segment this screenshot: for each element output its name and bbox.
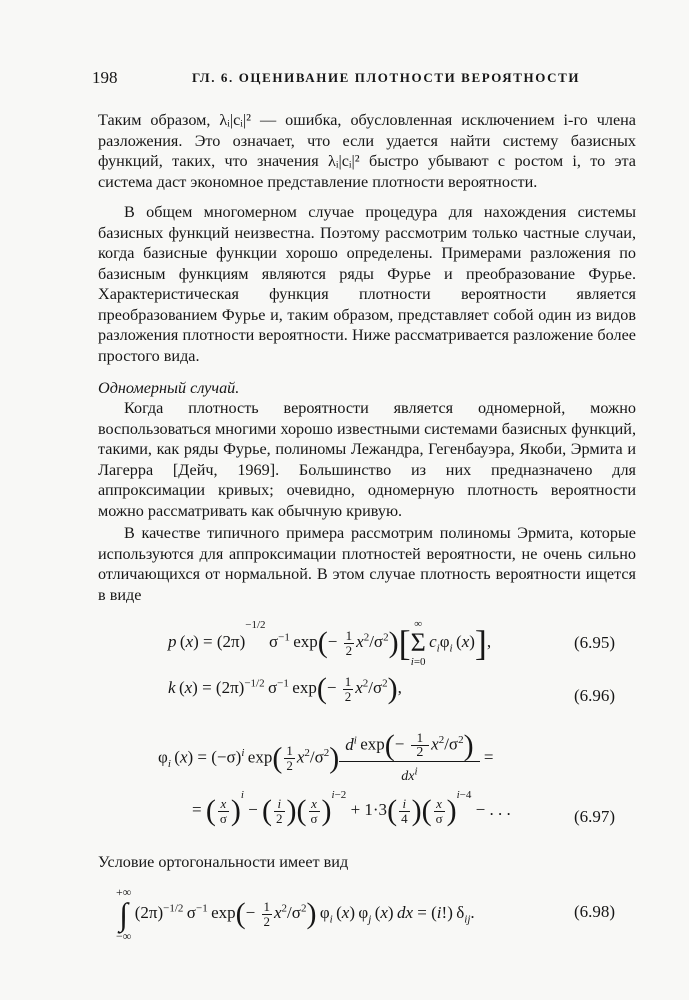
paragraph-3: Когда плотность вероятности является одномерной, можно воспользоваться многими хорошо известными системами базисных функций, такими, как ряды Фурье, полиномы Лежандра, Гегенбауэра, Якоби, Эрмита и Лагерра [Дейч, 1969]. Большинство из них предназначено для аппроксимации кривых; очевидно, одномерную плотность вероятности можно рассматривать как обычную кривую. [98, 399, 636, 520]
running-head: ГЛ. 6. ОЦЕНИВАНИЕ ПЛОТНОСТИ ВЕРОЯТНОСТИ [192, 70, 581, 85]
page-header [0, 68, 689, 92]
equation-6-97-line-2: = ( $\frac{x}{\sigma}$ )$^i$ − ( $\frac{i}{2}$ )( $\frac{x}{\sigma}$ )$^{i-2}$ + 1·3( $\frac{i}{4}$ )( $\frac{x}{\sigma}$ )$^{i-4}$ − . . . [192, 789, 511, 827]
paragraph-4: В качестве типичного примера рассмотрим полиномы Эрмита, которые используются для аппроксимации плотностей вероятности, не очень сильно отличающихся от нормальной. В этом случае плотность вероятности ищется в виде [98, 524, 636, 604]
equation-number-6-97: (6.97) [574, 807, 616, 826]
equation-6-95: p $(x) = (2\pi)^{-1/2}$ $\sigma^{-1}$ exp(− $\frac{1}{2}$ $x^2/\sigma^2$)[ ∞ Σ i=0 $c_i\varphi_i$ (x)], [168, 618, 492, 668]
equation-6-97-line-1: $\varphi_i$ $(x) = (-\sigma)^i$ exp( $\frac{1}{2}$ $x^2/\sigma^2$) $d^i$ exp(− $\frac{1}{2}$ $x^2/\sigma^2$) $dx^i$ = [158, 728, 494, 785]
equation-number-6-98: (6.98) [574, 902, 616, 921]
page-number: 198 [92, 68, 118, 87]
equation-number-6-95: (6.95) [574, 633, 616, 652]
equation-6-96: k $(x) = (2\pi)^{-1/2}$ $\sigma^{-1}$ exp(− $\frac{1}{2}$ $x^2/\sigma^2$), [168, 672, 402, 705]
paragraph-5: Условие ортогональности имеет вид [98, 853, 349, 871]
equation-number-6-96: (6.96) [574, 686, 616, 705]
subheading-one-dimensional: Одномерный случай. [98, 379, 240, 397]
paragraph-1: Таким образом, λᵢ|cᵢ|² — ошибка, обусловленная исключением i-го члена разложения. Это означает, что если удается найти систему базисных функций, таких, что значения λᵢ|cᵢ|² быстро убывают с ростом i, то эта система даст экономное представление плотности вероятности. [98, 111, 636, 191]
equation-6-98: +∞ ∫ −∞ $(2\pi)^{-1/2}$ $\sigma^{-1}$ exp(− $\frac{1}{2}$ $x^2/\sigma^2$) $\varphi_i$ (x) $\varphi_j$ (x) dx = (i!) $\delta_{ij}$. [116, 885, 475, 943]
paragraph-2: В общем многомерном случае процедура для нахождения системы базисных функций неизвестна. Поэтому рассмотрим только частные случаи, когда базисные функции хорошо определены. Примерами разложения по базисным функциям являются ряды Фурье и преобразование Фурье. Характеристическая функция плотности вероятности является преобразованием Фурье и, таким образом, представляет собой один из видов разложения плотности вероятности. Ниже рассматривается разложение более простого вида. [98, 203, 636, 365]
